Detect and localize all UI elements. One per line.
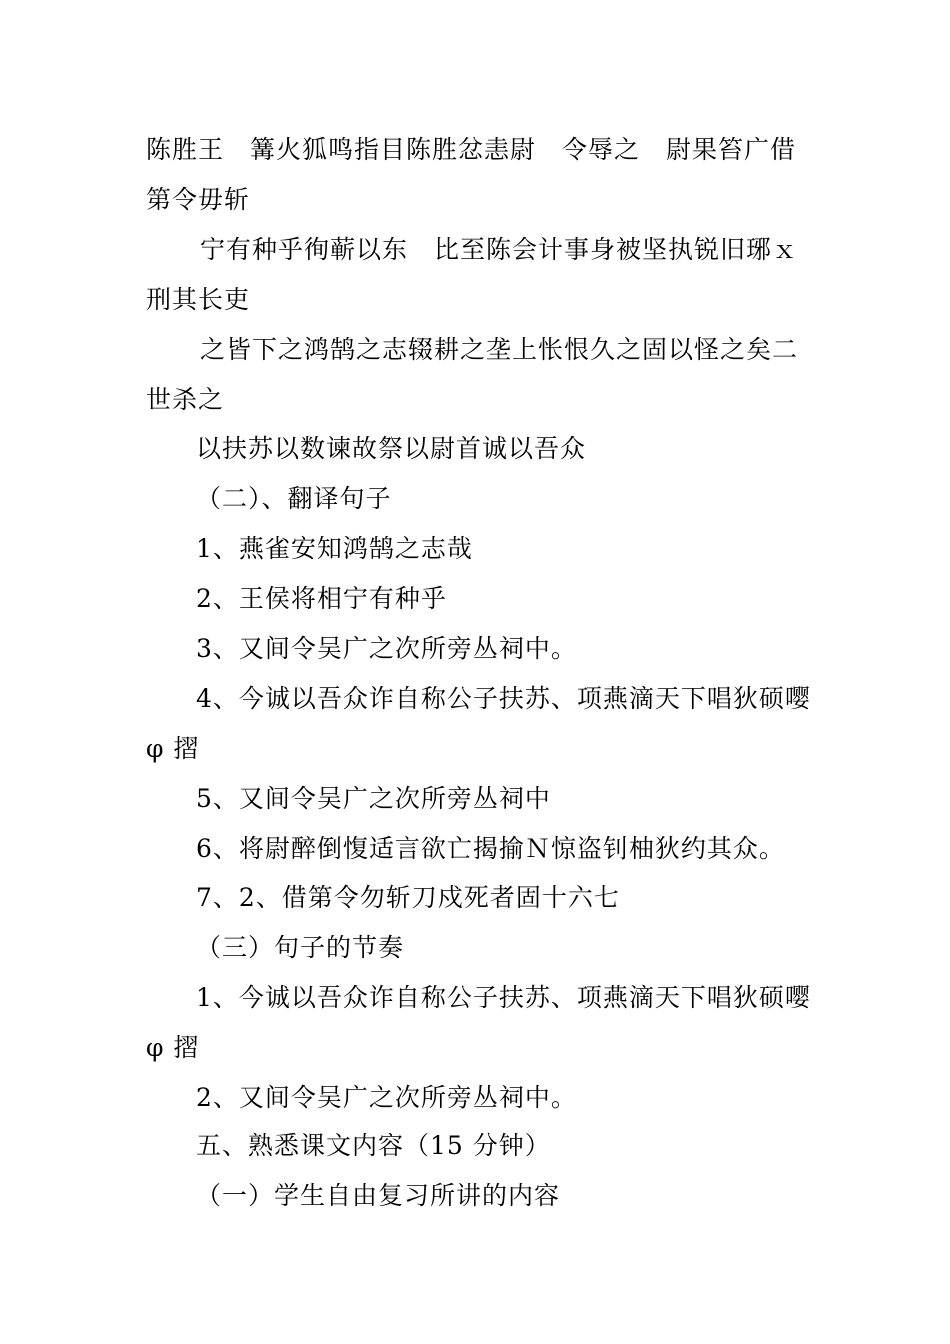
text-line: 之皆下之鸿鹄之志辍耕之垄上怅恨久之固以怪之矣二 xyxy=(200,335,799,364)
text-line: φ 摺 xyxy=(146,734,200,763)
list-item: 2、又间令吴广之次所旁丛祠中。 xyxy=(196,1083,577,1112)
section-heading: （二）、翻译句子 xyxy=(196,484,392,513)
text-line: 第令毋斩 xyxy=(146,185,251,214)
text-line: 世杀之 xyxy=(146,385,225,414)
list-item: 3、又间令吴广之次所旁丛祠中。 xyxy=(196,634,577,663)
section-heading: （一）学生自由复习所讲的内容 xyxy=(196,1181,561,1210)
list-item: 5、又间令吴广之次所旁丛祠中 xyxy=(196,784,551,813)
list-item: 1、今诚以吾众诈自称公子扶苏、项燕滴天下唱狄硕嘤 xyxy=(196,983,811,1012)
list-item: 6、将尉醉倒愎适言欲亡揭揄Ｎ惊盗钊柚狄约其众。 xyxy=(196,834,785,863)
text-line: 宁有种乎徇蕲以东 比至陈会计事身被坚执锐旧琊ｘ xyxy=(200,235,799,264)
list-item: 2、王侯将相宁有种乎 xyxy=(196,584,447,613)
list-item: 1、燕雀安知鸿鹄之志哉 xyxy=(196,534,473,563)
section-heading: （三）句子的节奏 xyxy=(196,933,405,962)
text-line: 陈胜王 篝火狐鸣指目陈胜忿恚尉 令辱之 尉果笞广借 xyxy=(146,135,797,164)
list-item: 4、今诚以吾众诈自称公子扶苏、项燕滴天下唱狄硕嘤 xyxy=(196,684,811,713)
section-heading: 五、熟悉课文内容（15 分钟） xyxy=(196,1131,551,1160)
text-line: 以扶苏以数谏故祭以尉首诚以吾众 xyxy=(196,434,587,463)
text-line: 刑其长吏 xyxy=(146,285,251,314)
list-item: 7、2、借第令勿斩刀戍死者固十六七 xyxy=(196,883,620,912)
text-line: φ 摺 xyxy=(146,1033,200,1062)
